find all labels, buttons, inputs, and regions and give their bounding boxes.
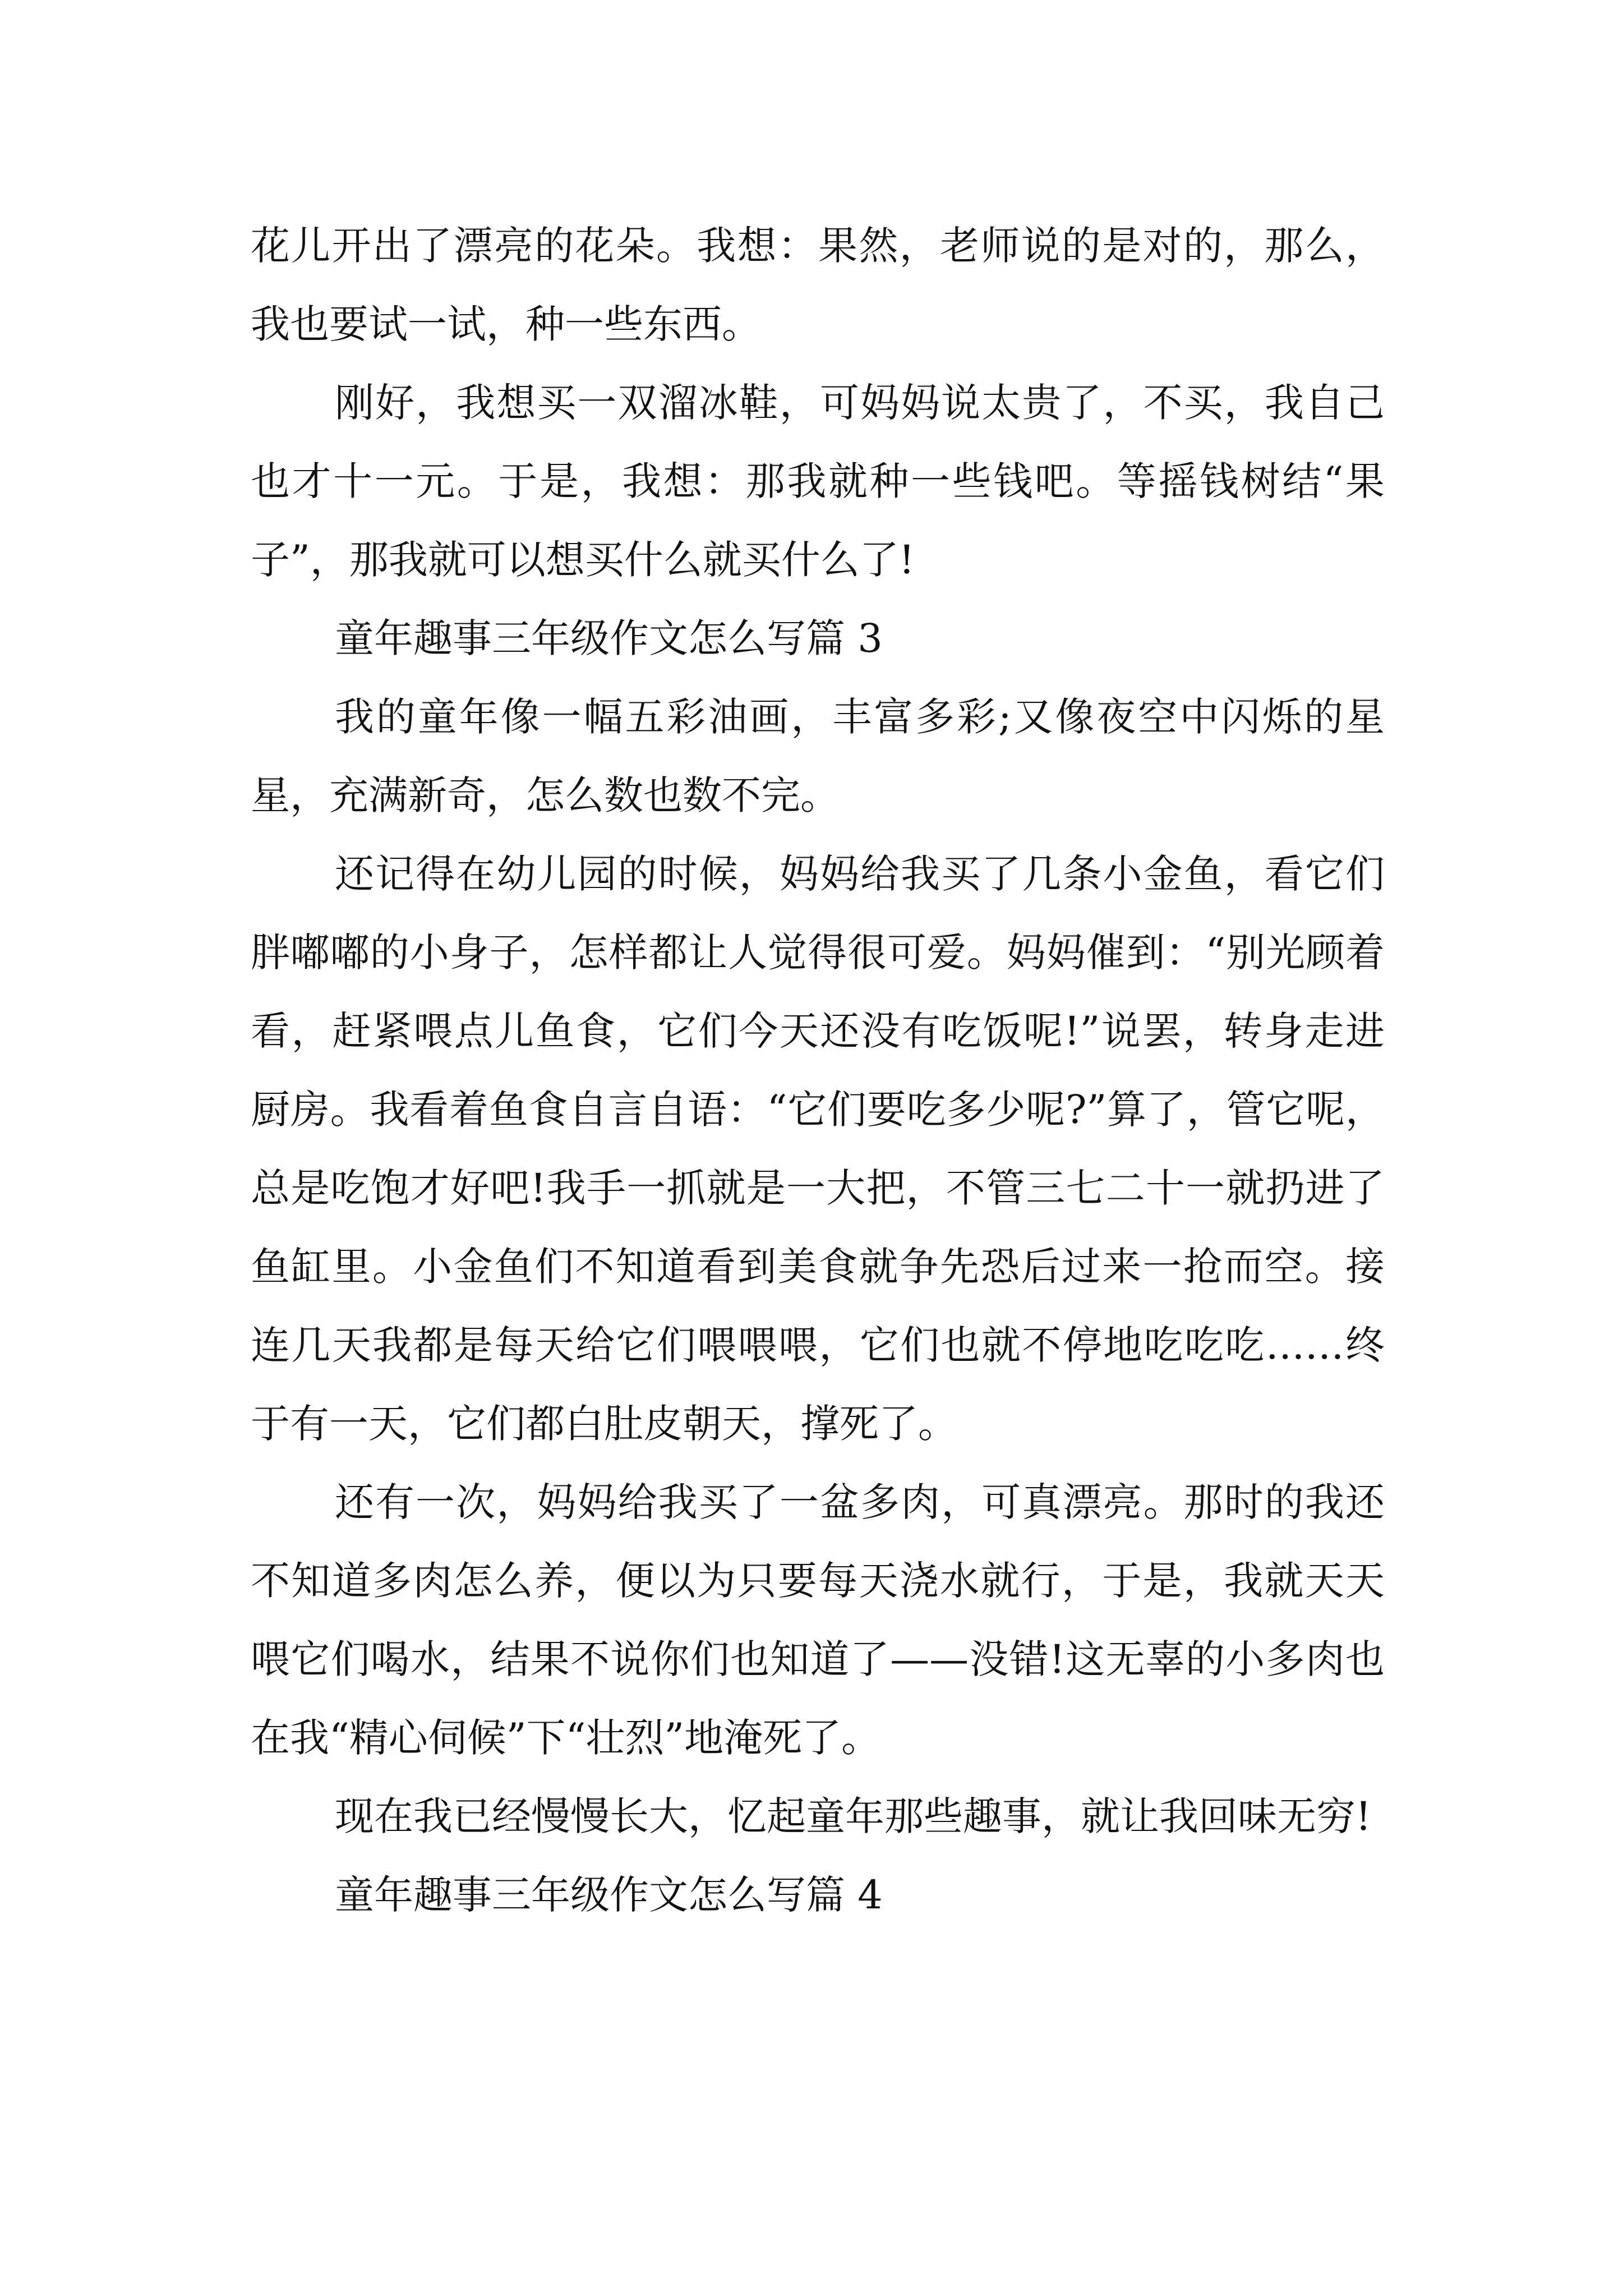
paragraph-roller-skates: 刚好，我想买一双溜冰鞋，可妈妈说太贵了，不买，我自己也才十一元。于是，我想：那我就种一些钱吧。等摇钱树结“果子”，那我就可以想买什么就买什么了! <box>251 380 1385 583</box>
paragraph-goldfish: 还记得在幼儿园的时候，妈妈给我买了几条小金鱼，看它们胖嘟嘟的小身子，怎样都让人觉得很可爱。妈妈催到：“别光顾着看，赶紧喂点儿鱼食，它们今天还没有吃饭呢!”说罢，转身走进厨房。我看着鱼食自言自语：“它们要吃多少呢?”算了，管它呢，总是吃饱才好吧!我手一抓就是一大把，不管三七二十一就扔进了鱼缸里。小金鱼们不知道看到美食就争先恐后过来一抢而空。接连几天我都是每天给它们喂喂喂，它们也就不停地吃吃吃……终于有一天，它们都白肚皮朝天，撑死了。 <box>251 851 1385 1447</box>
document-body <box>251 206 1385 1934</box>
section-heading-3: 童年趣事三年级作文怎么写篇 3 <box>335 615 883 661</box>
paragraph-childhood-intro: 我的童年像一幅五彩油画，丰富多彩;又像夜空中闪烁的星星，充满新奇，怎么数也数不完。 <box>251 694 1385 818</box>
paragraph-continuation: 花儿开出了漂亮的花朵。我想：果然，老师说的是对的，那么，我也要试一试，种一些东西。 <box>251 223 1385 347</box>
paragraph-conclusion: 现在我已经慢慢长大，忆起童年那些趣事，就让我回味无穷! <box>335 1793 1372 1839</box>
section-heading-4: 童年趣事三年级作文怎么写篇 4 <box>335 1872 883 1918</box>
paragraph-succulent: 还有一次，妈妈给我买了一盆多肉，可真漂亮。那时的我还不知道多肉怎么养，便以为只要每天浇水就行，于是，我就天天喂它们喝水，结果不说你们也知道了——没错!这无辜的小多肉也在我“精心伺候”下“壮烈”地淹死了。 <box>251 1479 1385 1761</box>
